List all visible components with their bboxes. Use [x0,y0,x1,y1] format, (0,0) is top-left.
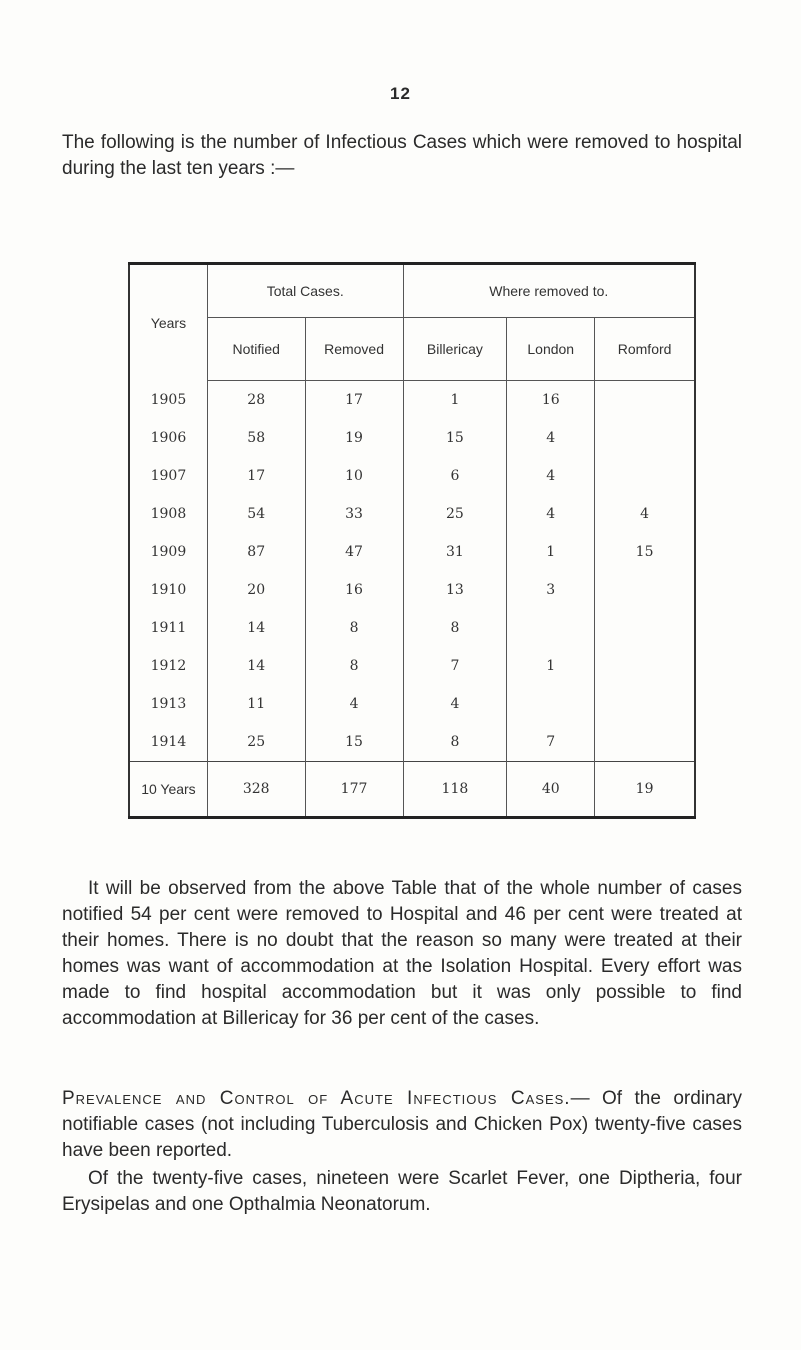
cell-billericay: 25 [403,495,507,533]
total-years: 10 Years [129,762,207,818]
cell-year: 1909 [129,533,207,571]
cell-london: 1 [507,647,595,685]
cell-year: 1911 [129,609,207,647]
cell-notified: 54 [207,495,305,533]
cell-london: 1 [507,533,595,571]
cell-london: 16 [507,381,595,420]
cell-london: 4 [507,419,595,457]
cell-removed: 8 [305,609,403,647]
group-header-where-removed: Where removed to. [403,264,695,318]
cell-romford [595,685,695,723]
cell-notified: 17 [207,457,305,495]
cell-notified: 20 [207,571,305,609]
col-header-billericay: Billericay [403,318,507,381]
cell-billericay: 8 [403,609,507,647]
cell-year: 1913 [129,685,207,723]
col-header-romford: Romford [595,318,695,381]
cell-removed: 19 [305,419,403,457]
intro-text: The following is the number of Infectious Cases which were removed to hospital during the last ten years :— [62,132,742,179]
cell-billericay: 8 [403,723,507,762]
cell-billericay: 1 [403,381,507,420]
infectious-cases-table-container [128,262,696,819]
table-row [129,419,695,457]
cell-notified: 87 [207,533,305,571]
cell-notified: 58 [207,419,305,457]
total-london: 40 [507,762,595,818]
cell-london: 4 [507,457,595,495]
cell-year: 1907 [129,457,207,495]
paragraph-observation: It will be observed from the above Table that of the whole number of cases notified 54 per cent were removed to Hospital and 46 per cent were treated at their homes. There is no doubt that the reason so many were treated at their homes was want of accommodation at the Isolation Hospital. Every effort was made to find hospital accommodation but it was only possible to find accommodation at Billericay for 36 per cent of the cases. [62,878,742,1029]
cell-london: 4 [507,495,595,533]
group-header-total-cases: Total Cases. [207,264,403,318]
table-row [129,457,695,495]
cell-notified: 25 [207,723,305,762]
cell-notified: 14 [207,647,305,685]
total-notified: 328 [207,762,305,818]
cell-removed: 47 [305,533,403,571]
table-row [129,495,695,533]
cell-year: 1910 [129,571,207,609]
table-row [129,533,695,571]
col-header-removed: Removed [305,318,403,381]
cell-year: 1906 [129,419,207,457]
cell-removed: 8 [305,647,403,685]
table-row [129,723,695,762]
cell-removed: 16 [305,571,403,609]
cell-billericay: 15 [403,419,507,457]
page-number: 12 [390,84,411,103]
table-row [129,685,695,723]
section-heading-prevalence: Prevalence and Control of Acute Infectious Cases. [62,1088,571,1109]
cell-london: 7 [507,723,595,762]
table-row [129,609,695,647]
cell-removed: 15 [305,723,403,762]
cell-romford [595,381,695,420]
cell-romford [595,647,695,685]
cell-london: 3 [507,571,595,609]
cell-removed: 4 [305,685,403,723]
cell-billericay: 4 [403,685,507,723]
table-row [129,571,695,609]
paragraph-prevalence [62,1086,742,1164]
cell-removed: 33 [305,495,403,533]
total-removed: 177 [305,762,403,818]
table-body [129,381,695,762]
cell-year: 1905 [129,381,207,420]
cell-london [507,609,595,647]
cell-billericay: 7 [403,647,507,685]
cell-year: 1912 [129,647,207,685]
cell-removed: 17 [305,381,403,420]
table-row [129,647,695,685]
cell-billericay: 31 [403,533,507,571]
cell-romford [595,723,695,762]
cell-year: 1914 [129,723,207,762]
cell-romford [595,609,695,647]
table-row [129,381,695,420]
cell-removed: 10 [305,457,403,495]
paragraph-breakdown: Of the twenty-five cases, nineteen were Scarlet Fever, one Diptheria, four Erysipelas and one Opthalmia Neonatorum. [62,1168,742,1215]
col-header-notified: Notified [207,318,305,381]
cell-billericay: 13 [403,571,507,609]
cell-romford [595,571,695,609]
cell-billericay: 6 [403,457,507,495]
total-romford: 19 [595,762,695,818]
infectious-cases-table [128,262,696,819]
cell-london [507,685,595,723]
cell-romford: 4 [595,495,695,533]
col-header-london: London [507,318,595,381]
cell-romford [595,419,695,457]
paragraph-prevalence-body: — Of the ordinary notifiable cases (not including Tuberculosis and Chicken Pox) twenty-five cases have been reported. [62,1088,743,1161]
total-billericay: 118 [403,762,507,818]
total-row [129,762,695,818]
cell-romford: 15 [595,533,695,571]
cell-notified: 14 [207,609,305,647]
cell-notified: 11 [207,685,305,723]
cell-romford [595,457,695,495]
cell-notified: 28 [207,381,305,420]
cell-year: 1908 [129,495,207,533]
col-header-years: Years [129,264,207,381]
